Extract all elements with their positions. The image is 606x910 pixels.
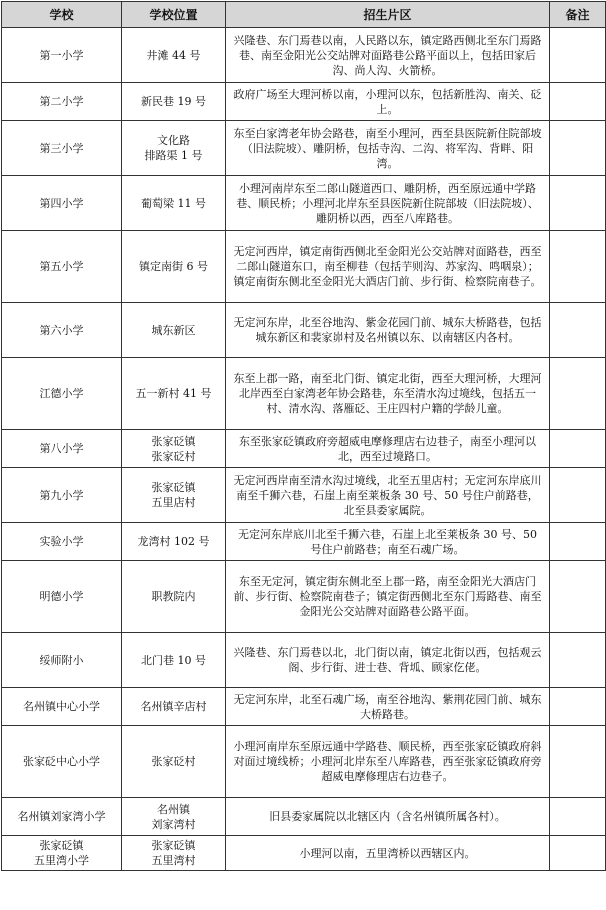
table-row: [2, 121, 606, 176]
note-cell: [550, 83, 606, 121]
school-location-line: 五一新村 41 号: [135, 387, 212, 400]
note-cell: [550, 28, 606, 83]
table-row: [2, 28, 606, 83]
school-location: [122, 798, 226, 836]
school-location-line: 北门巷 10 号: [141, 653, 206, 667]
note-cell: [550, 688, 606, 726]
school-location-line: 张家砭镇: [151, 434, 196, 448]
note-cell: [550, 231, 606, 303]
school-location: [122, 633, 226, 688]
school-name: 明德小学: [2, 561, 122, 633]
school-name: 第八小学: [2, 430, 122, 468]
school-name: 绥师附小: [2, 633, 122, 688]
school-name: 第三小学: [2, 121, 122, 176]
school-location-line: 名州镇: [157, 802, 190, 816]
note-cell: [550, 121, 606, 176]
enrollment-area: 无定河西岸南至清水沟过境线，北至五里店村；无定河东岸底川南至千狮六巷，石崖上南至莱板条 30 号、50 号住户前路巷，北至县委家属院。: [226, 468, 550, 523]
header-row: [2, 2, 606, 28]
school-location: [122, 468, 226, 523]
school-location-line: 井滩 44 号: [146, 48, 201, 62]
table-row: [2, 688, 606, 726]
school-name: 张家砭中心小学: [2, 726, 122, 798]
enrollment-area: 旧县委家属院以北辖区内（含名州镇所属各村）。: [226, 798, 550, 836]
school-name: 实验小学: [2, 523, 122, 561]
table-row: [2, 231, 606, 303]
table-row: [2, 358, 606, 430]
school-location: [122, 561, 226, 633]
school-location: [122, 358, 226, 430]
enrollment-area: 小理河南岸东至二郎山隧道西口、雕阴桥，西至原远通中学路巷、顺民桥；小理河北岸东至县医院新住院部坡（旧法院坡）、雕阴桥以西，西至八库路巷。: [226, 176, 550, 231]
table-row: [2, 430, 606, 468]
table-row: [2, 523, 606, 561]
note-cell: [550, 358, 606, 430]
note-cell: [550, 561, 606, 633]
enrollment-area: 东至无定河，镇定街东侧北至上郡一路，南至金阳光大酒店门前、步行街、检察院南巷子；镇定街西侧北至东门焉路巷、南至金阳光公交站牌对面路巷公路平面。: [226, 561, 550, 633]
note-cell: [550, 430, 606, 468]
note-cell: [550, 523, 606, 561]
enrollment-area: 无定河东岸，北至谷地沟、紫金花园门前、城东大桥路巷，包括城东新区和裴家峁村及名州镇以东、以南辖区内各村。: [226, 303, 550, 358]
table-row: [2, 561, 606, 633]
school-location: [122, 726, 226, 798]
enrollment-area: 东至上郡一路，南至北门街、镇定北街，西至大理河桥，大理河北岸西至白家湾老年协会路巷，东至清水沟过境线，包括五一村、清水沟、落雁砭、王庄四村户籍的学龄儿童。: [226, 358, 550, 430]
school-location-line: 龙湾村 102 号: [137, 535, 210, 548]
header-school: 学校: [2, 2, 122, 28]
table-row: [2, 836, 606, 871]
school-location-line: 张家砭镇: [151, 839, 196, 852]
enrollment-area: 政府广场至大理河桥以南，小理河以东，包括新胜沟、南关、砭上。: [226, 83, 550, 121]
note-cell: [550, 836, 606, 871]
note-cell: [550, 726, 606, 798]
note-cell: [550, 303, 606, 358]
school-name: 第九小学: [2, 468, 122, 523]
school-location: [122, 83, 226, 121]
school-location: [122, 121, 226, 176]
enrollment-area: 兴隆巷、东门焉巷以南，人民路以东，镇定路西侧北至东门焉路巷、南至金阳光公交站牌对面路巷公路平面以上，包括田家后沟、尚人沟、火箭桥。: [226, 28, 550, 83]
school-name: 第六小学: [2, 303, 122, 358]
school-location-line: 城东新区: [151, 323, 196, 337]
school-location-line: 张家砭村: [151, 755, 196, 768]
note-cell: [550, 633, 606, 688]
enrollment-area: 兴隆巷、东门焉巷以北，北门街以南，镇定北街以西，包括观云阁、步行街、进士巷、背坬、顾家仡佬。: [226, 633, 550, 688]
table-row: [2, 633, 606, 688]
enrollment-area: 无定河东岸，北至石魂广场，南至谷地沟、紫荆花园门前、城东大桥路巷。: [226, 688, 550, 726]
school-name: 张家砭镇 五里湾小学: [2, 836, 122, 871]
enrollment-area: 无定河西岸，镇定南街西侧北至金阳光公交站牌对面路巷，西至二郎山隧道东口，南至柳巷（包括芋则沟、苏家沟、鸣咽泉）；镇定南街东侧北至金阳光大酒店门前、步行街、检察院南巷子。: [226, 231, 550, 303]
enrollment-area: 小理河南岸东至原远通中学路巷、顺民桥，西至张家砭镇政府斜对面过境线桥；小理河北岸东至八库路巷，西至张家砭镇政府旁超威电摩修理店右边巷子。: [226, 726, 550, 798]
enrollment-area: 东至白家湾老年协会路巷，南至小理河，西至县医院新住院部坡（旧法院坡）、雕阴桥，包括寺沟、二沟、将军沟、背畔、阳湾。: [226, 121, 550, 176]
school-location-line: 张家砭镇: [151, 481, 196, 494]
school-name: 名州镇中心小学: [2, 688, 122, 726]
school-name: 江德小学: [2, 358, 122, 430]
enrollment-area: 东至张家砭镇政府旁超威电摩修理店右边巷子，南至小理河以北，西至过境路口。: [226, 430, 550, 468]
table-row: [2, 176, 606, 231]
school-location: [122, 303, 226, 358]
note-cell: [550, 176, 606, 231]
table-row: [2, 798, 606, 836]
school-location-line: 五里店村: [151, 496, 196, 509]
school-name: 名州镇刘家湾小学: [2, 798, 122, 836]
school-location-line: 名州镇辛店村: [140, 700, 207, 713]
school-location: [122, 430, 226, 468]
school-location-line: 职教院内: [151, 590, 196, 603]
table-row: [2, 303, 606, 358]
school-location-line: 文化路: [157, 134, 190, 147]
school-name: 第二小学: [2, 83, 122, 121]
school-location: [122, 28, 226, 83]
table-row: [2, 468, 606, 523]
enrollment-area: 无定河东岸底川北至千狮六巷，石崖上北至莱板条 30 号、50 号住户前路巷；南至石魂广场。: [226, 523, 550, 561]
enrollment-area: 小理河以南，五里湾桥以西辖区内。: [226, 836, 550, 871]
table-row: [2, 726, 606, 798]
header-area: 招生片区: [226, 2, 550, 28]
school-location: [122, 231, 226, 303]
school-location-line: 刘家湾村: [151, 817, 196, 831]
school-location: [122, 836, 226, 871]
header-location: 学校位置: [122, 2, 226, 28]
school-name: 第五小学: [2, 231, 122, 303]
school-name: 第一小学: [2, 28, 122, 83]
school-name: 第四小学: [2, 176, 122, 231]
school-location-line: 张家砭村: [151, 449, 196, 463]
header-note: 备注: [550, 2, 606, 28]
note-cell: [550, 468, 606, 523]
note-cell: [550, 798, 606, 836]
school-location-line: 排路渠 1 号: [144, 149, 203, 162]
school-location: [122, 176, 226, 231]
school-location-line: 葡萄梁 11 号: [141, 196, 206, 210]
school-location-line: 镇定南街 6 号: [139, 260, 208, 273]
school-location: [122, 688, 226, 726]
school-location-line: 新民巷 19 号: [141, 95, 206, 108]
school-location: [122, 523, 226, 561]
enrollment-table: [1, 1, 606, 871]
table-row: [2, 83, 606, 121]
school-location-line: 五里湾村: [151, 854, 196, 867]
